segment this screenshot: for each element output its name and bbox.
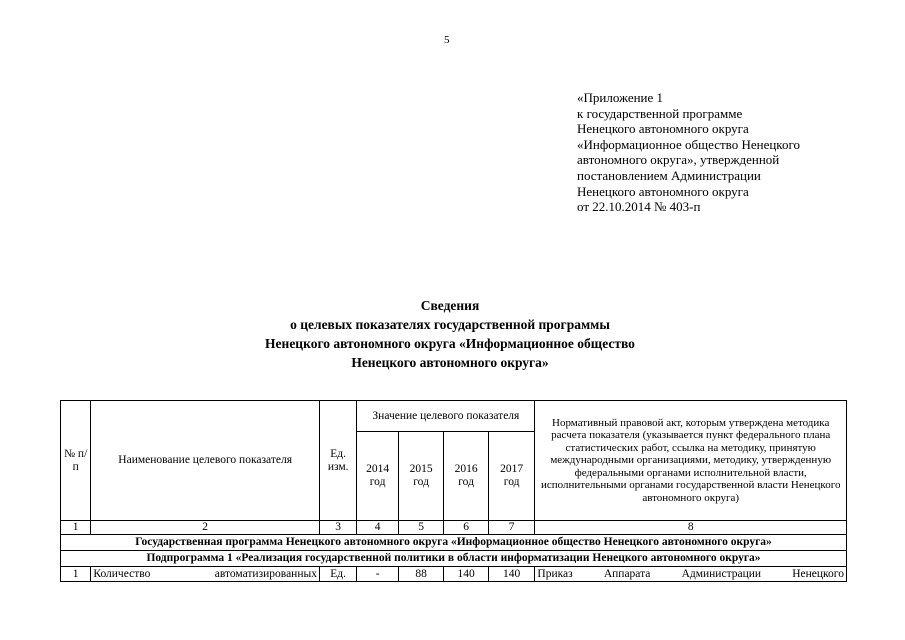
row-normative-word: Приказ (537, 567, 573, 580)
header-num: № п/п (61, 401, 91, 521)
row-value-2017: 140 (488, 567, 535, 582)
header-year-2016: 2016 год (444, 432, 489, 521)
appendix-line: «Приложение 1 (577, 90, 664, 105)
subprogram-row: Подпрограмма 1 «Реализация государственной политики в области информатизации Ненецкого автономного округа» (61, 551, 847, 567)
row-normative-word: Ненецкого (792, 567, 844, 580)
column-number: 3 (319, 521, 356, 535)
appendix-line: постановлением Администрации (577, 167, 761, 183)
row-value-2016: 140 (444, 567, 489, 582)
row-normative (535, 567, 847, 582)
column-number: 2 (91, 521, 320, 535)
row-num: 1 (61, 567, 91, 582)
document-title (150, 296, 750, 372)
column-number: 5 (398, 521, 444, 535)
title-line: Ненецкого автономного округа «Информационное общество (265, 336, 635, 351)
page-number: 5 (444, 34, 450, 46)
row-unit: Ед. (319, 567, 356, 582)
column-number: 1 (61, 521, 91, 535)
header-name: Наименование целевого показателя (91, 401, 320, 521)
appendix-line: от 22.10.2014 № 403-п (577, 199, 701, 215)
row-value-2014: - (357, 567, 398, 582)
title-line: Ненецкого автономного округа» (351, 355, 549, 370)
column-number: 6 (444, 521, 489, 535)
title-line: Сведения (420, 298, 480, 313)
table-row (61, 567, 847, 582)
appendix-line: «Информационное общество Ненецкого (577, 136, 800, 152)
program-row: Государственная программа Ненецкого автономного округа «Информационное общество Ненецкого автономного округа» (61, 535, 847, 551)
column-number: 4 (357, 521, 398, 535)
column-number: 7 (488, 521, 535, 535)
row-normative-word: Администрации (681, 567, 762, 580)
header-unit: Ед. изм. (319, 401, 356, 521)
header-values-group: Значение целевого показателя (357, 401, 535, 432)
header-year-2014: 2014 год (357, 432, 398, 521)
column-number: 8 (535, 521, 847, 535)
header-normative: Нормативный правовой акт, которым утверждена методика расчета показателя (указывается пункт федерального плана статистических работ, ссылка на методику, принятую международными организациями, методику, утвержденную федеральными органами исполнительной власти, исполнительными органами государственной власти Ненецкого автономного округа) (535, 401, 847, 521)
row-name (91, 567, 320, 582)
appendix-line: к государственной программе (577, 105, 743, 121)
appendix-note (577, 90, 877, 215)
appendix-line: автономного округа», утвержденной (577, 152, 780, 168)
row-name-word: Количество (93, 567, 151, 580)
indicators-table (60, 400, 847, 582)
row-normative-word: Аппарата (603, 567, 651, 580)
header-year-2015: 2015 год (398, 432, 444, 521)
row-name-word: автоматизированных (214, 567, 317, 580)
row-value-2015: 88 (398, 567, 444, 582)
appendix-line: Ненецкого автономного округа (577, 183, 749, 199)
header-year-2017: 2017 год (488, 432, 535, 521)
appendix-line: Ненецкого автономного округа (577, 121, 749, 137)
title-line: о целевых показателях государственной программы (290, 317, 610, 332)
